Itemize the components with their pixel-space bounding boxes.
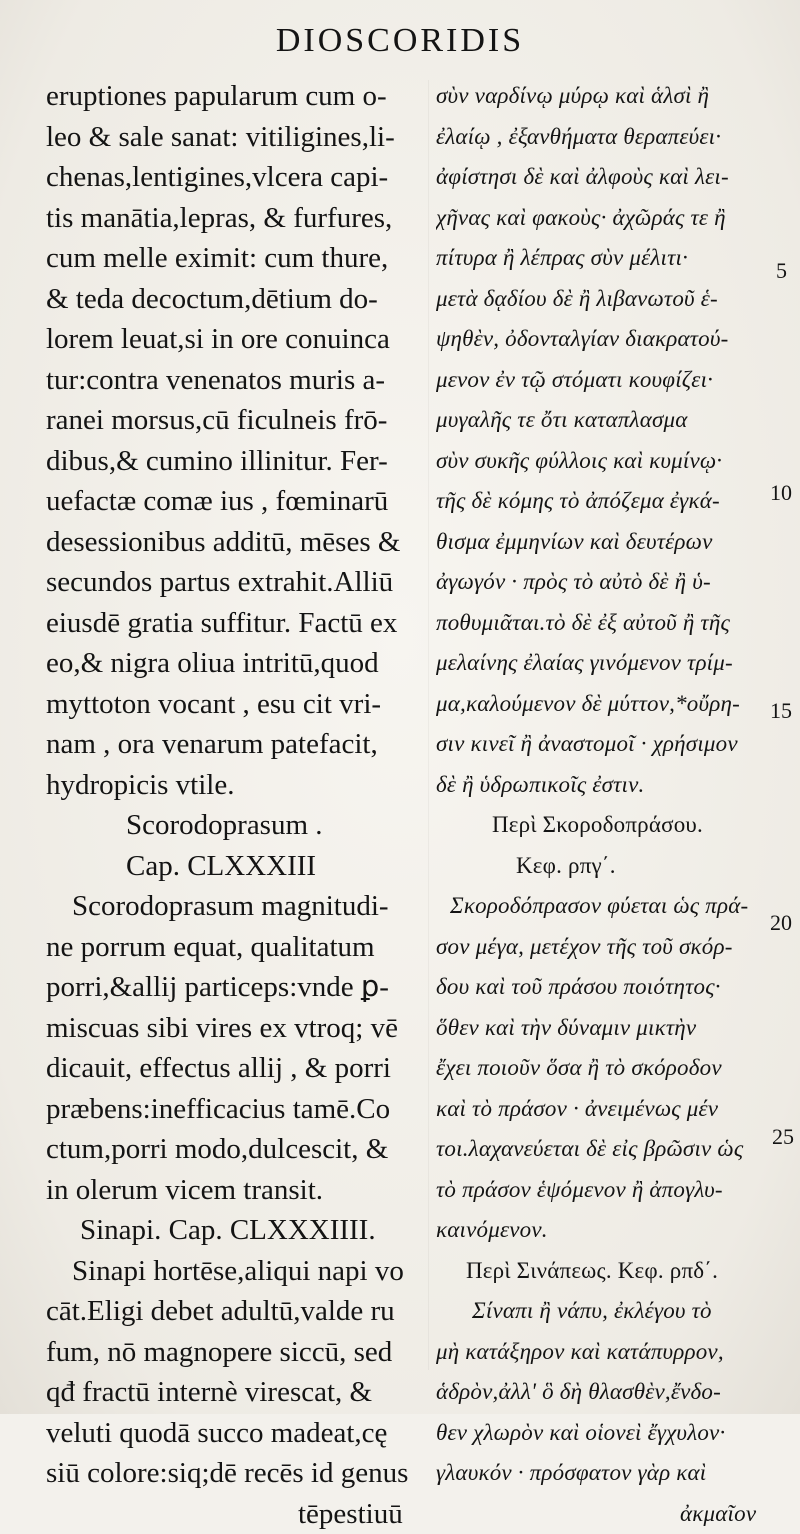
greek-chapter-label: Κεφ. ρπγ΄. xyxy=(436,846,766,887)
latin-line: fum, nō magnopere siccū, sed xyxy=(46,1332,422,1373)
greek-line: θεν χλωρὸν καὶ οἱονεὶ ἔγχυλον· xyxy=(436,1413,766,1454)
latin-line: tur:contra venenatos muris a- xyxy=(46,360,422,401)
latin-line: eo,& nigra oliua intritū,quod xyxy=(46,643,422,684)
greek-line: δὲ ἢ ὑδρωπικοῖς ἐστιν. xyxy=(436,765,766,806)
section-heading-sinapi: Sinapi. Cap. CLXXXIIII. xyxy=(46,1210,422,1251)
greek-line: ψηθὲν, ὀδονταλγίαν διακρατού- xyxy=(436,319,766,360)
latin-block-b xyxy=(46,886,422,1210)
latin-line: præbens:inefficacius tamē.Co xyxy=(46,1089,422,1130)
latin-line: hydropicis vtile. xyxy=(46,765,422,806)
latin-line: in olerum vicem transit. xyxy=(46,1170,422,1211)
greek-line: ἁδρὸν,ἀλλ' ὃ δὴ θλασθὲν,ἔνδο- xyxy=(436,1372,766,1413)
latin-line: porri,&allij particeps:vnde ꝑ- xyxy=(46,967,422,1008)
greek-block-a xyxy=(436,76,766,805)
section-heading-scorodoprasum: Scorodoprasum . xyxy=(46,805,422,846)
catchword: tēpestiuū xyxy=(46,1494,422,1534)
greek-line: ἔχει ποιοῦν ὅσα ἢ τὸ σκόροδον xyxy=(436,1048,766,1089)
latin-line: eiusdē gratia suffitur. Factū ex xyxy=(46,603,422,644)
greek-line: σὺν συκῆς φύλλοις καὶ κυμίνῳ· xyxy=(436,441,766,482)
greek-line: ποθυμιᾶται.τὸ δὲ ἐξ αὐτοῦ ἢ τῆς xyxy=(436,603,766,644)
latin-line: tis manātia,lepras, & furfures, xyxy=(46,198,422,239)
greek-line: μετὰ δᾳδίου δὲ ἢ λιβανωτοῦ ἑ- xyxy=(436,279,766,320)
greek-line: μα,καλούμενον δὲ μύττον,*οὔρη- xyxy=(436,684,766,725)
latin-line: ctum,porri modo,dulcescit, & xyxy=(46,1129,422,1170)
latin-line: myttoton vocant , esu cit vri- xyxy=(46,684,422,725)
column-gutter xyxy=(428,80,429,1370)
latin-line: siū colore:siq;dē recēs id genus xyxy=(46,1453,422,1494)
latin-line: veluti quodā succo madeat,cę xyxy=(46,1413,422,1454)
latin-block-c xyxy=(46,1251,422,1534)
latin-line: lorem leuat,si in ore conuinca xyxy=(46,319,422,360)
latin-block-a xyxy=(46,76,422,805)
latin-line: uefactæ comæ ius , fœminarū xyxy=(46,481,422,522)
greek-line: γλαυκόν · πρόσφατον γὰρ καὶ xyxy=(436,1453,766,1494)
greek-line: μενον ἐν τῷ στόματι κουφίζει· xyxy=(436,360,766,401)
greek-line: σον μέγα, μετέχον τῆς τοῦ σκόρ- xyxy=(436,927,766,968)
latin-line: leo & sale sanat: vitiligines,li- xyxy=(46,117,422,158)
greek-line: σιν κινεῖ ἢ ἀναστομοῖ · χρήσιμον xyxy=(436,724,766,765)
latin-line: cum melle eximit: cum thure, xyxy=(46,238,422,279)
greek-line: θισμα ἐμμηνίων καὶ δευτέρων xyxy=(436,522,766,563)
greek-line: πίτυρα ἢ λέπρας σὺν μέλιτι· xyxy=(436,238,766,279)
greek-line: σὺν ναρδίνῳ μύρῳ καὶ ἁλσὶ ἢ xyxy=(436,76,766,117)
latin-line: cāt.Eligi debet adultū,valde ru xyxy=(46,1291,422,1332)
latin-line: nam , ora venarum patefacit, xyxy=(46,724,422,765)
greek-line: χῆνας καὶ φακοὺς· ἀχῶράς τε ἢ xyxy=(436,198,766,239)
latin-line: dibus,& cumino illinitur. Fer- xyxy=(46,441,422,482)
latin-line: secundos partus extrahit.Alliū xyxy=(46,562,422,603)
greek-line: Σκοροδόπρασον φύεται ὡς πρά- xyxy=(436,886,766,927)
greek-line: τοι.λαχανεύεται δὲ εἰς βρῶσιν ὡς xyxy=(436,1129,766,1170)
latin-line: desessionibus additū, mēses & xyxy=(46,522,422,563)
greek-block-c xyxy=(436,1291,766,1534)
greek-line: καινόμενον. xyxy=(436,1210,766,1251)
latin-line: ranei morsus,cū ficulneis frō- xyxy=(46,400,422,441)
greek-column xyxy=(436,76,766,1534)
latin-line: ne porrum equat, qualitatum xyxy=(46,927,422,968)
line-number-20: 20 xyxy=(770,910,792,936)
line-number-10: 10 xyxy=(770,480,792,506)
line-number-5: 5 xyxy=(776,258,787,284)
latin-column xyxy=(46,76,422,1534)
running-header: DIOSCORIDIS xyxy=(0,22,800,60)
latin-line: chenas,lentigines,vlcera capi- xyxy=(46,157,422,198)
greek-line: μυγαλῆς τε ὄτι καταπλασμα xyxy=(436,400,766,441)
chapter-label-183: Cap. CLXXXIII xyxy=(46,846,422,887)
greek-block-b xyxy=(436,886,766,1251)
greek-line: ἀφίστησι δὲ καὶ ἀλφοὺς καὶ λει- xyxy=(436,157,766,198)
greek-line: τὸ πράσον ἑψόμενον ἢ ἀπογλυ- xyxy=(436,1170,766,1211)
greek-line: μελαίνης ἐλαίας γινόμενον τρίμ- xyxy=(436,643,766,684)
greek-line: μὴ κατάξηρον καὶ κατάπυρρον, xyxy=(436,1332,766,1373)
latin-line: miscuas sibi vires ex vtroq; vē xyxy=(46,1008,422,1049)
greek-heading-skorodoprason: Περὶ Σκοροδοπράσου. xyxy=(436,805,766,846)
greek-line: ἀγωγόν · πρὸς τὸ αὐτὸ δὲ ἢ ὑ- xyxy=(436,562,766,603)
latin-line: Sinapi hortēse,aliqui napi vo xyxy=(46,1251,422,1292)
greek-line: καὶ τὸ πράσον · ἀνειμένως μέν xyxy=(436,1089,766,1130)
greek-line: ὅθεν καὶ τὴν δύναμιν μικτὴν xyxy=(436,1008,766,1049)
line-number-15: 15 xyxy=(770,698,792,724)
greek-line: Σίναπι ἢ νάπυ, ἐκλέγου τὸ xyxy=(436,1291,766,1332)
latin-line: eruptiones papularum cum o- xyxy=(46,76,422,117)
greek-line: τῆς δὲ κόμης τὸ ἀπόζεμα ἐγκά- xyxy=(436,481,766,522)
greek-line: δου καὶ τοῦ πράσου ποιότητος· xyxy=(436,967,766,1008)
greek-line: ἐλαίῳ , ἐξανθήματα θεραπεύει· xyxy=(436,117,766,158)
line-number-25: 25 xyxy=(772,1124,794,1150)
greek-catchword: ἀκμαῖον xyxy=(436,1494,766,1534)
latin-line: qđ fractū internè virescat, & xyxy=(46,1372,422,1413)
greek-heading-sinapeos: Περὶ Σινάπεως. Κεφ. ρπδ΄. xyxy=(436,1251,766,1292)
latin-line: & teda decoctum,dētium do- xyxy=(46,279,422,320)
latin-line: dicauit, effectus allij , & porri xyxy=(46,1048,422,1089)
latin-line: Scorodoprasum magnitudi- xyxy=(46,886,422,927)
